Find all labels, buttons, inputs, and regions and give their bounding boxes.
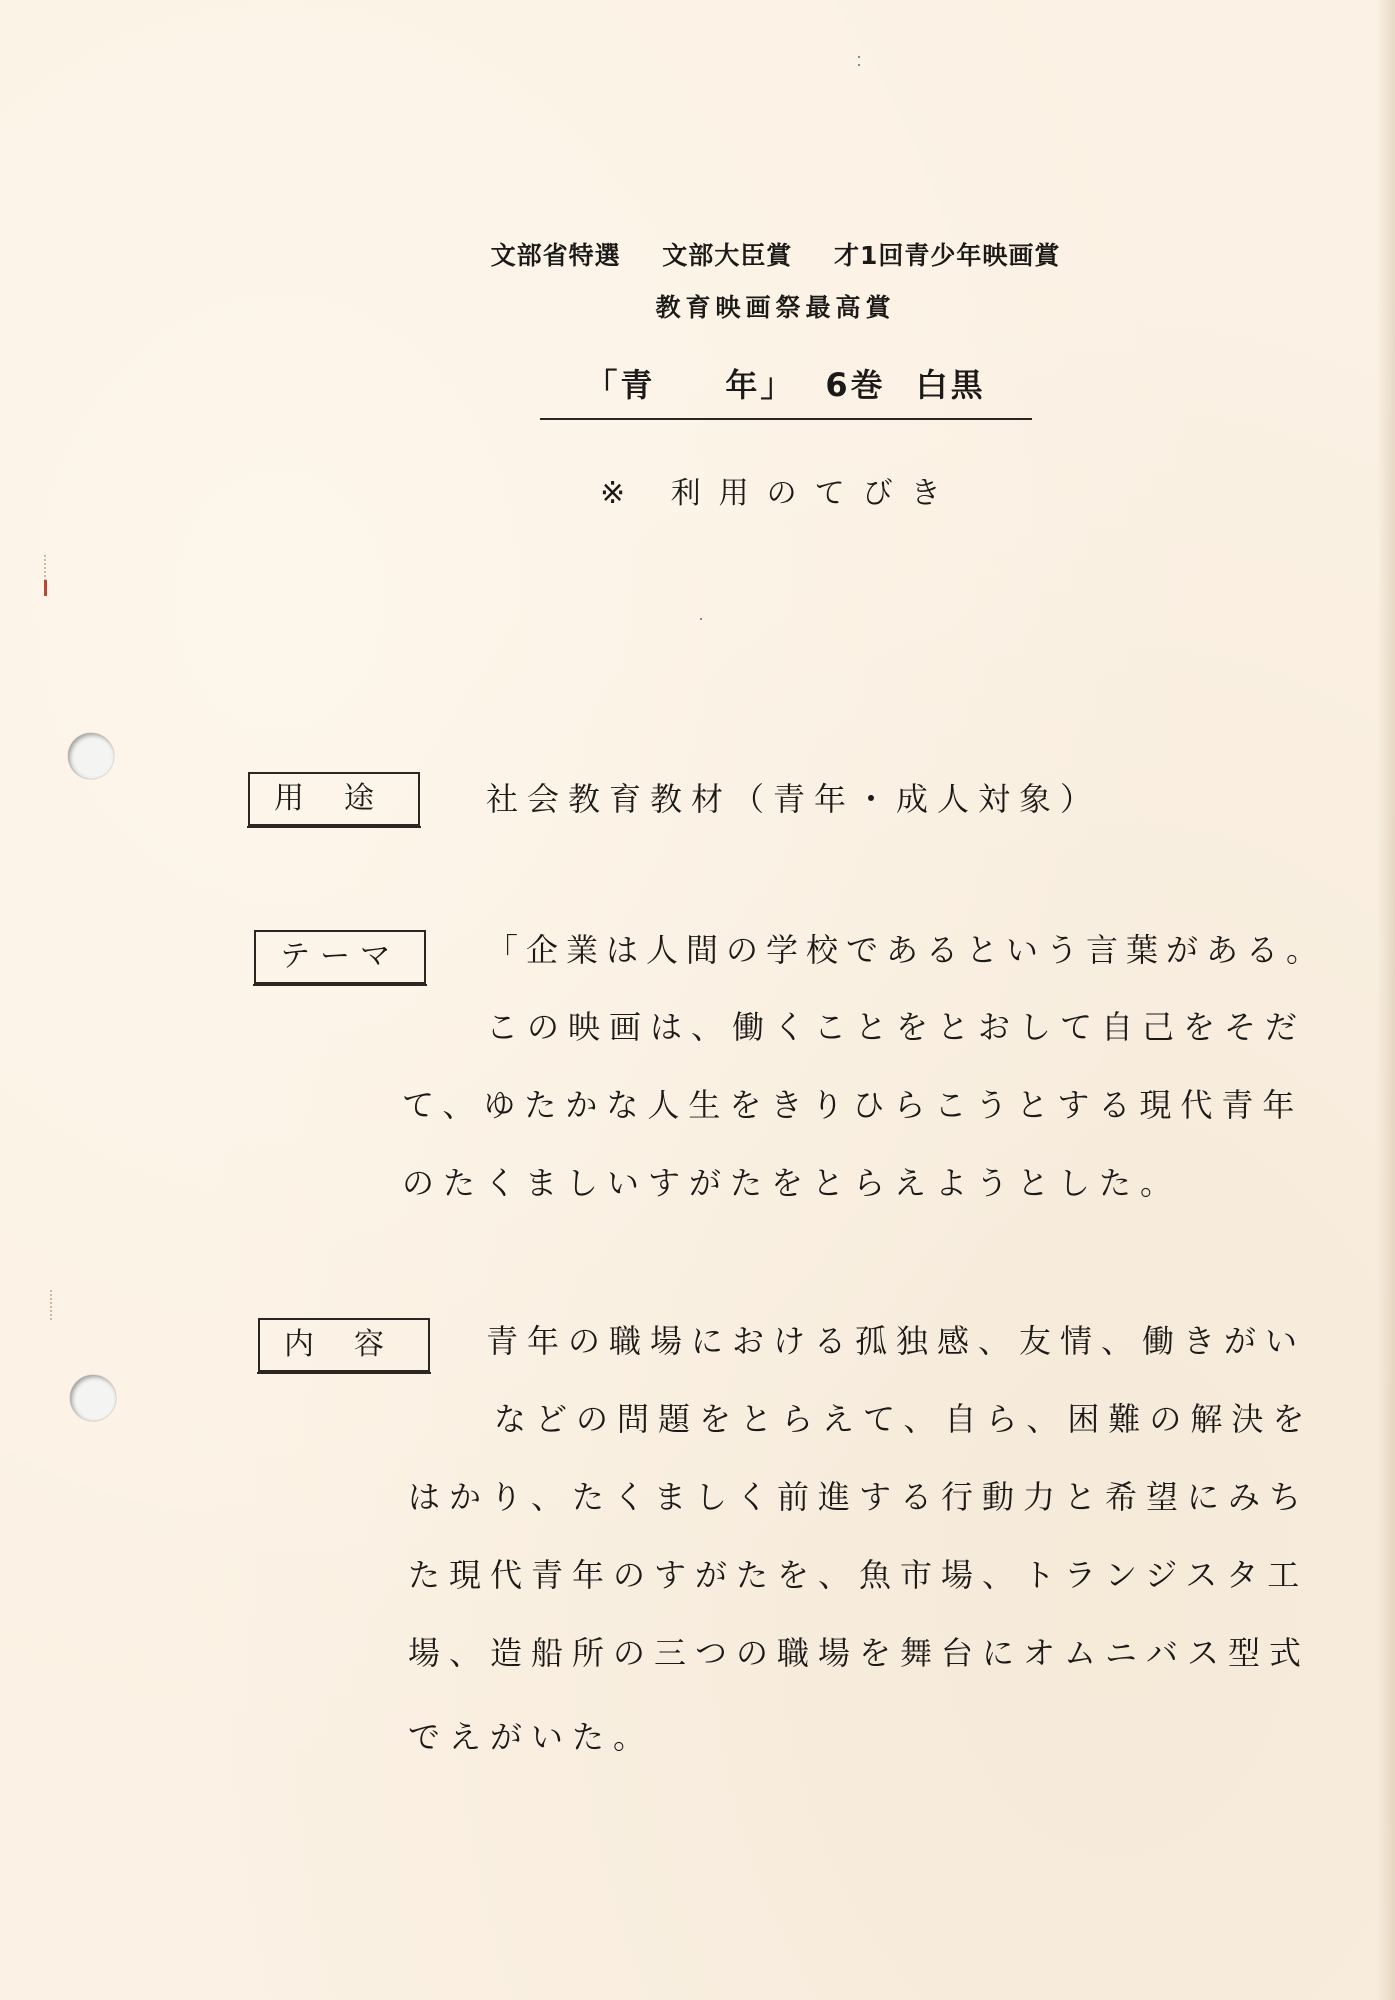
paper-speck — [700, 618, 702, 620]
theme-line: のたくましいすがたをとらえようとした。 — [402, 1164, 1182, 1202]
guide-heading: ※ 利用のてびき — [600, 476, 959, 511]
award-minister-prize: 文部大臣賞 — [662, 241, 793, 270]
paper-speck — [858, 64, 860, 66]
content-line: 場、造船所の三つの職場を舞台にオムニバス型式 — [408, 1634, 1311, 1672]
theme-line: て、ゆたかな人生をきりひらこうとする現代青年 — [402, 1086, 1304, 1124]
content-line: 青年の職場における孤独感、友情、働きがい — [486, 1322, 1307, 1360]
label-theme: テーマ — [254, 930, 426, 984]
paper-speck — [858, 56, 860, 58]
use-text: 社会教育教材（青年・成人対象） — [486, 780, 1102, 818]
theme-line: 「企業は人間の学校であるという言葉がある。 — [486, 931, 1327, 969]
film-title: 「青 年」 — [585, 366, 796, 404]
theme-line: この映画は、働くことをとおして自己をそだ — [486, 1008, 1307, 1046]
title-underline — [540, 418, 1032, 420]
film-title-line — [88, 360, 1395, 406]
content-line: た現代青年のすがたを、魚市場、トランジスタ工 — [408, 1556, 1309, 1594]
award-list — [78, 236, 1395, 272]
film-reels: 6巻 — [825, 366, 886, 404]
label-content: 内容 — [258, 1318, 430, 1372]
content-line: でえがいた。 — [408, 1718, 655, 1756]
award-youth-film-prize: 才1回青少年映画賞 — [834, 241, 1061, 270]
label-use: 用途 — [248, 772, 420, 826]
film-color: 白黒 — [915, 366, 986, 404]
content-line: などの問題をとらえて、自ら、困難の解決を — [494, 1400, 1314, 1438]
staple-mark-bottom — [50, 1290, 58, 1320]
award-ministry-selection: 文部省特選 — [490, 241, 621, 270]
red-ink-mark — [44, 580, 47, 596]
punch-hole-top — [68, 733, 114, 779]
award-festival-top-prize: 教育映画祭最高賞 — [655, 293, 896, 322]
punch-hole-bottom — [70, 1375, 116, 1421]
content-line: はかり、たくましく前進する行動力と希望にみち — [408, 1478, 1311, 1516]
